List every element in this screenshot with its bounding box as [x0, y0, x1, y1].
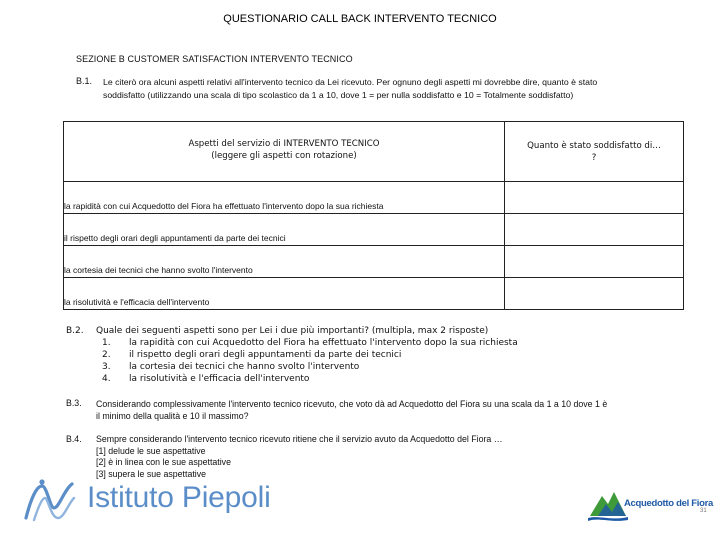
question-text-b3-line1: Considerando complessivamente l'intervento tecnico ricevuto, che voto dà ad Acquedotto del Fiora su una scala da 1 a 10 dove 1 è — [96, 399, 608, 409]
table-header-aspects-line1: Aspetti del servizio di INTERVENTO TECNICO — [188, 139, 380, 149]
option-number: 4. — [102, 374, 111, 384]
list-item: [1] delude le sue aspettative — [96, 445, 206, 456]
mountain-drop-icon — [588, 486, 628, 522]
table-header-aspects-line2: (leggere gli aspetti con rotazione) — [211, 151, 357, 161]
table-header-satisfaction-line2: ? — [591, 152, 597, 163]
table-row — [64, 214, 684, 246]
list-item — [66, 349, 686, 361]
question-text-b2: Quale dei seguenti aspetti sono per Lei i due più importanti? (multipla, max 2 risposte) — [96, 326, 489, 336]
list-item — [66, 337, 686, 349]
question-text-b4 — [96, 434, 696, 480]
option-number: 3. — [102, 362, 111, 372]
question-text-b3 — [96, 398, 696, 422]
score-cell[interactable] — [505, 214, 684, 246]
logo-wordmark: Acquedotto del Fiora — [624, 498, 714, 509]
aspect-label: la rapidità con cui Acquedotto del Fiora ha effettuato l'intervento dopo la sua richiesta — [64, 182, 505, 214]
satisfaction-table — [63, 121, 684, 310]
list-item: [3] supera le sue aspettative — [96, 468, 207, 479]
list-item — [66, 373, 686, 385]
question-text-b3-line2: il minimo della qualità e 10 il massimo? — [96, 411, 249, 421]
option-number: 1. — [102, 338, 111, 348]
table-header-satisfaction-line1: Quanto è stato soddisfatto di… — [527, 140, 661, 151]
score-cell[interactable] — [505, 182, 684, 214]
list-item: [2] è in linea con le sue aspettative — [96, 457, 231, 468]
istituto-piepoli-logo — [20, 478, 280, 524]
question-text-b4-line: Sempre considerando l'intervento tecnico ricevuto ritiene che il servizio avuto da Acquedotto del Fiora … — [96, 434, 503, 444]
acquedotto-fiora-logo — [588, 486, 716, 526]
option-text: il rispetto degli orari degli appuntamenti da parte dei tecnici — [129, 350, 402, 360]
question-text-b1-line1: Le citerò ora alcuni aspetti relativi all'intervento tecnico da Lei ricevuto. Per ognuno degli aspetti mi dovrebbe dire, quanto è stato — [103, 77, 598, 87]
table-row — [64, 278, 684, 310]
aspect-label: il rispetto degli orari degli appuntamenti da parte dei tecnici — [64, 214, 505, 246]
table-row — [64, 182, 684, 214]
question-number-b4: B.4. — [66, 434, 82, 444]
option-number: 2. — [102, 350, 111, 360]
question-b2-header — [66, 325, 686, 337]
aspect-label: la risolutività e l'efficacia dell'intervento — [64, 278, 505, 310]
question-number-b2: B.2. — [66, 326, 84, 336]
table-header-aspects — [64, 122, 505, 182]
score-cell[interactable] — [505, 278, 684, 310]
score-cell[interactable] — [505, 246, 684, 278]
question-number-b1: B.1. — [76, 76, 93, 86]
logo-wordmark: Istituto Piepoli — [87, 481, 271, 514]
option-text: la risolutività e l'efficacia dell'intervento — [129, 374, 310, 384]
page-number: 31 — [700, 508, 707, 514]
question-text-b1 — [103, 76, 683, 102]
option-text: la rapidità con cui Acquedotto del Fiora ha effettuato l'intervento dopo la sua richiesta — [129, 338, 518, 348]
option-text: la cortesia dei tecnici che hanno svolto l'intervento — [129, 362, 360, 372]
list-item — [66, 361, 686, 373]
piepoli-mark-icon — [20, 478, 78, 524]
section-title: SEZIONE B CUSTOMER SATISFACTION INTERVENTO TECNICO — [76, 54, 353, 64]
page-title: QUESTIONARIO CALL BACK INTERVENTO TECNICO — [223, 13, 497, 25]
aspect-label: la cortesia dei tecnici che hanno svolto l'intervento — [64, 246, 505, 278]
table-row — [64, 246, 684, 278]
question-number-b3: B.3. — [66, 398, 82, 408]
question-text-b1-line2: soddisfatto (utilizzando una scala di tipo scolastico da 1 a 10, dove 1 = per nulla soddisfatto e 10 = Totalmente soddisfatto) — [103, 90, 574, 100]
question-b2 — [66, 325, 686, 385]
table-header-satisfaction — [505, 122, 684, 182]
